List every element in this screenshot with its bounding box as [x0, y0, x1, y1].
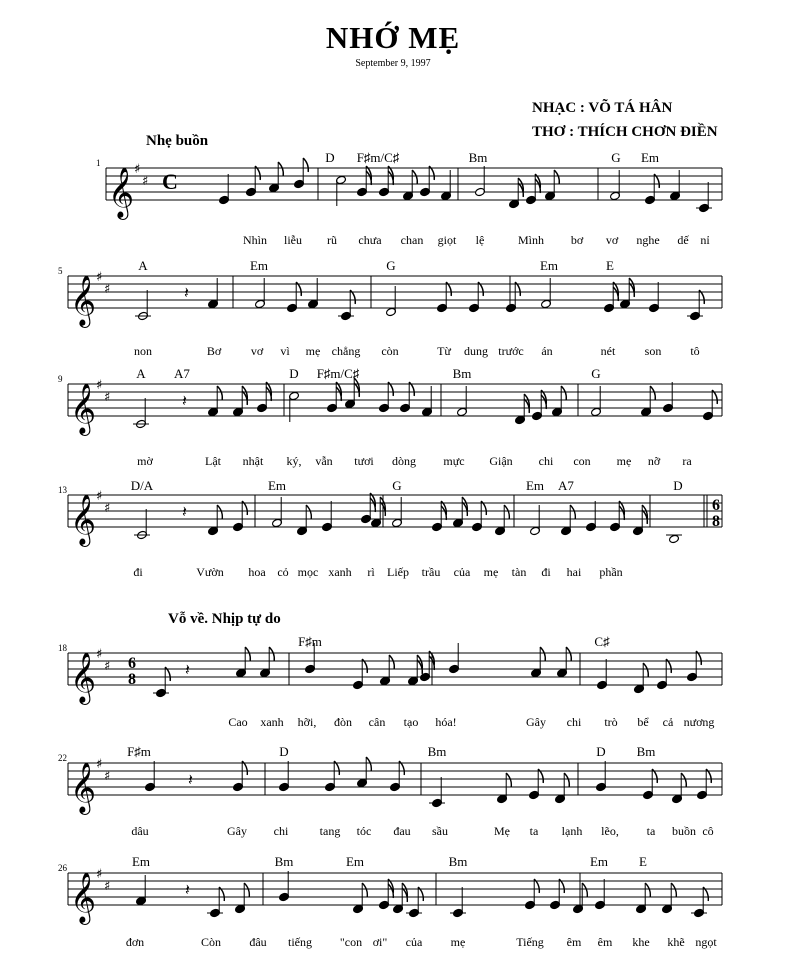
sharp-icon: ♯ — [104, 769, 111, 784]
chord-symbol: E — [606, 258, 614, 273]
lyric-syllable: nhật — [242, 454, 264, 468]
chord-symbol: G — [591, 366, 601, 381]
lyric-syllable: tang — [319, 824, 341, 838]
lyric-syllable: nỡ — [647, 454, 661, 468]
lyric-syllable: êm — [597, 935, 613, 949]
lyric-syllable: cỏ — [277, 565, 289, 579]
lyric-syllable: Mình — [517, 233, 545, 247]
chord-symbol: Bm — [468, 150, 488, 165]
measure-number: 5 — [58, 266, 63, 276]
lyric-syllable: cân — [368, 715, 386, 729]
lyric-syllable: cả — [662, 715, 674, 729]
lyric-syllable: Còn — [200, 935, 222, 949]
lyric-syllable: của — [405, 935, 423, 949]
lyric-syllable: vơ — [250, 344, 264, 358]
note-flag — [412, 170, 417, 184]
chord-symbol: Bm — [448, 854, 468, 869]
chord-symbol: C♯ — [594, 634, 610, 649]
sharp-icon: ♯ — [96, 757, 103, 772]
lyric-syllable: chi — [273, 824, 289, 838]
lyric-syllable: nghe — [636, 233, 660, 247]
lyric-syllable: trò — [604, 715, 618, 729]
chord-symbol: Em — [267, 478, 287, 493]
lyric-syllable: Tiếng — [516, 935, 544, 949]
lyric-syllable: tạo — [403, 715, 419, 729]
note-flag — [566, 647, 571, 661]
note-flag — [570, 505, 575, 519]
chord-symbol: F♯m — [298, 634, 322, 649]
lyric-syllable: hai — [566, 565, 582, 579]
measure-number: 13 — [58, 485, 67, 495]
lyric-syllable: khẽ — [667, 935, 685, 949]
lyric-syllable: chi — [566, 715, 582, 729]
chord-symbol: D — [673, 478, 683, 493]
lyric-syllable: ra — [682, 454, 692, 468]
chord-symbol: D — [279, 744, 289, 759]
lyric-syllable: mờ — [137, 454, 153, 468]
lyric-syllable: lệ — [475, 233, 485, 247]
treble-clef-icon: 𝄞 — [70, 494, 97, 545]
lyric-syllable: liễu — [284, 233, 302, 247]
lyric-syllable: mẹ — [483, 565, 499, 579]
lyric-syllable: sầu — [432, 824, 448, 838]
sharp-icon: ♯ — [96, 270, 103, 285]
note-flag — [278, 162, 283, 176]
chord-symbol: D — [596, 744, 606, 759]
lyric-syllable: nỉ — [700, 233, 710, 247]
lyric-syllable: đơn — [125, 935, 145, 949]
lyric-syllable: cô — [702, 824, 714, 838]
lyric-syllable: Giận — [489, 454, 513, 468]
lyrics-credit: THƠ : THÍCH CHƠN ĐIỀN — [532, 124, 718, 140]
lyric-syllable: Gây — [227, 824, 247, 838]
note-flag — [366, 757, 371, 771]
chord-symbol: A — [138, 258, 148, 273]
lyric-syllable: Cao — [228, 715, 248, 729]
lyric-syllable: vơ — [605, 233, 619, 247]
lyric-syllable: tô — [690, 344, 700, 358]
chord-symbol: D — [325, 150, 335, 165]
measure-number: 9 — [58, 374, 63, 384]
lyric-syllable: mẹ — [616, 454, 632, 468]
lyric-syllable: dòng — [392, 454, 416, 468]
chord-symbol: G — [611, 150, 621, 165]
note-flag — [561, 386, 566, 400]
lyric-syllable: con — [573, 454, 591, 468]
chord-symbol: Em — [640, 150, 660, 165]
chord-symbol: Em — [539, 258, 559, 273]
sharp-icon: ♯ — [104, 390, 111, 405]
note-flag — [681, 773, 686, 787]
lyric-syllable: phần — [599, 565, 623, 579]
lyric-syllable: giọt — [437, 233, 457, 247]
treble-clef-icon: 𝄞 — [70, 762, 97, 813]
lyric-syllable: chẳng — [331, 344, 361, 358]
note-flag — [650, 386, 655, 400]
note-flag — [643, 663, 648, 677]
time-signature-denominator: 8 — [712, 513, 720, 530]
lyric-syllable: đi — [133, 565, 143, 579]
sharp-icon: ♯ — [104, 659, 111, 674]
sharp-icon: ♯ — [96, 867, 103, 882]
lyric-syllable: vì — [280, 344, 290, 358]
lyric-syllable: dế — [677, 233, 689, 247]
note-flag — [506, 773, 511, 787]
lyric-syllable: mẹ — [305, 344, 321, 358]
lyric-syllable: Mẹ — [494, 824, 510, 838]
lyric-syllable: son — [644, 344, 662, 358]
note-flag — [306, 505, 311, 519]
note-flag — [564, 773, 569, 787]
chord-symbol: D/A — [130, 478, 154, 493]
chord-symbol: A7 — [558, 478, 574, 493]
lyric-syllable: của — [453, 565, 471, 579]
rest-icon: 𝄽 — [182, 391, 187, 410]
lyric-syllable: tiếng — [288, 935, 312, 949]
rest-icon: 𝄽 — [185, 660, 190, 679]
lyric-syllable: buồn — [672, 824, 696, 838]
lyric-syllable: mực — [443, 454, 465, 468]
note-flag — [671, 883, 676, 897]
rest-icon: 𝄽 — [184, 283, 189, 302]
lyric-syllable: đâu — [249, 935, 267, 949]
note-flag — [303, 158, 308, 172]
measure-number: 1 — [96, 158, 101, 168]
note-flag — [217, 386, 222, 400]
chord-symbol: G — [392, 478, 402, 493]
lyric-syllable: mọc — [297, 565, 319, 579]
lyric-syllable: xanh — [260, 715, 284, 729]
music-credit: NHẠC : VÕ TÁ HÂN — [532, 100, 673, 116]
time-signature-denominator: 8 — [128, 671, 136, 688]
chord-symbol: Bm — [274, 854, 294, 869]
lyric-syllable: tàn — [511, 565, 527, 579]
staff-system — [58, 854, 722, 949]
lyric-syllable: hỡi, — [297, 715, 317, 729]
chord-symbol: Em — [345, 854, 365, 869]
sharp-icon: ♯ — [134, 162, 141, 177]
lyric-syllable: đòn — [334, 715, 352, 729]
staff-system — [58, 478, 722, 579]
rest-icon: 𝄽 — [185, 880, 190, 899]
lyric-syllable: dâu — [131, 824, 149, 838]
lyric-syllable: khe — [632, 935, 650, 949]
chord-symbol: F♯m/C♯ — [316, 366, 360, 381]
treble-clef-icon: 𝄞 — [70, 275, 97, 326]
composition-date: September 9, 1997 — [355, 58, 431, 69]
tempo-mark-verse: Vỗ về. Nhịp tự do — [168, 611, 281, 627]
treble-clef-icon: 𝄞 — [70, 383, 97, 434]
lyric-syllable: lạnh — [561, 824, 583, 838]
staff-system — [58, 744, 722, 838]
note-flag — [269, 647, 274, 661]
note-flag — [245, 647, 250, 661]
lyric-syllable: nương — [683, 715, 715, 729]
chord-symbol: E — [639, 854, 647, 869]
chord-symbol: Bm — [636, 744, 656, 759]
treble-clef-icon: 𝄞 — [70, 652, 97, 703]
lyric-syllable: Nhìn — [243, 233, 267, 247]
time-signature-numerator: 6 — [128, 655, 136, 672]
lyric-syllable: hoa — [248, 565, 266, 579]
lyric-syllable: ta — [646, 824, 656, 838]
note-flag — [362, 883, 367, 897]
lyric-syllable: chi — [538, 454, 554, 468]
song-title: NHỚ MẸ — [325, 20, 461, 55]
lyric-syllable: ta — [529, 824, 539, 838]
lyric-syllable: tươi — [354, 454, 374, 468]
note-head — [669, 534, 680, 543]
measure-number: 26 — [58, 863, 67, 873]
sharp-icon: ♯ — [104, 879, 111, 894]
lyric-syllable: ơi" — [372, 935, 388, 949]
rest-icon: 𝄽 — [182, 502, 187, 521]
sharp-icon: ♯ — [104, 501, 111, 516]
treble-clef-icon: 𝄞 — [70, 872, 97, 923]
lyric-syllable: chan — [400, 233, 424, 247]
note-flag — [645, 883, 650, 897]
lyric-syllable: nét — [600, 344, 616, 358]
lyric-syllable: êm — [566, 935, 582, 949]
chord-symbol: Em — [525, 478, 545, 493]
lyric-syllable: rũ — [327, 233, 337, 247]
tempo-mark-intro: Nhẹ buồn — [146, 133, 209, 149]
lyric-syllable: hóa! — [435, 715, 457, 729]
note-flag — [389, 655, 394, 669]
lyric-syllable: tóc — [356, 824, 372, 838]
chord-symbol: G — [386, 258, 396, 273]
lyric-syllable: Từ — [437, 344, 451, 358]
common-time-icon: C — [162, 169, 178, 194]
sharp-icon: ♯ — [96, 647, 103, 662]
lyric-syllable: Liếp — [387, 565, 409, 579]
lyric-syllable: trầu — [421, 565, 441, 579]
chord-symbol: Bm — [452, 366, 472, 381]
note-flag — [582, 883, 587, 897]
chord-symbol: F♯m/C♯ — [356, 150, 400, 165]
measure-number: 18 — [58, 643, 67, 653]
lyric-syllable: trước — [498, 344, 524, 358]
lyric-syllable: án — [541, 344, 553, 358]
lyric-syllable: non — [134, 344, 152, 358]
lyric-syllable: đau — [393, 824, 411, 838]
lyric-syllable: bơ — [570, 233, 584, 247]
chord-symbol: A7 — [174, 366, 190, 381]
lyric-syllable: dung — [464, 344, 488, 358]
lyric-syllable: rì — [367, 565, 375, 579]
lyric-syllable: Bơ — [206, 344, 222, 358]
chord-symbol: Em — [249, 258, 269, 273]
lyric-syllable: Vườn — [196, 565, 224, 579]
measure-number: 22 — [58, 753, 67, 763]
lyric-syllable: đi — [541, 565, 551, 579]
lyric-syllable: "con — [339, 935, 363, 949]
chord-symbol: Em — [589, 854, 609, 869]
staff-system — [58, 634, 722, 729]
lyric-syllable: vẫn — [315, 454, 333, 468]
lyric-syllable: xanh — [328, 565, 352, 579]
time-signature-numerator: 6 — [712, 497, 720, 514]
lyric-syllable: ngọt — [695, 935, 717, 949]
staff-system — [58, 258, 722, 358]
sharp-icon: ♯ — [104, 282, 111, 297]
lyric-syllable: Gây — [526, 715, 546, 729]
lyric-syllable: lẽo, — [601, 824, 619, 838]
sharp-icon: ♯ — [96, 378, 103, 393]
sharp-icon: ♯ — [96, 489, 103, 504]
note-flag — [554, 170, 559, 184]
lyric-syllable: Lật — [205, 454, 221, 468]
staff-system — [96, 150, 722, 247]
treble-clef-icon: 𝄞 — [108, 167, 135, 218]
staff-system — [58, 366, 722, 468]
chord-symbol: F♯m — [127, 744, 151, 759]
lyric-syllable: chưa — [358, 233, 382, 247]
rest-icon: 𝄽 — [188, 770, 193, 789]
sharp-icon: ♯ — [142, 174, 149, 189]
chord-symbol: Em — [131, 854, 151, 869]
chord-symbol: D — [289, 366, 299, 381]
note-flag — [217, 505, 222, 519]
lyric-syllable: còn — [381, 344, 399, 358]
note-flag — [504, 505, 509, 519]
chord-symbol: Bm — [427, 744, 447, 759]
note-flag — [244, 883, 249, 897]
lyric-syllable: mẹ — [450, 935, 466, 949]
lyric-syllable: ký, — [286, 454, 302, 468]
note-flag — [540, 647, 545, 661]
chord-symbol: A — [136, 366, 146, 381]
lyric-syllable: bể — [637, 715, 649, 729]
